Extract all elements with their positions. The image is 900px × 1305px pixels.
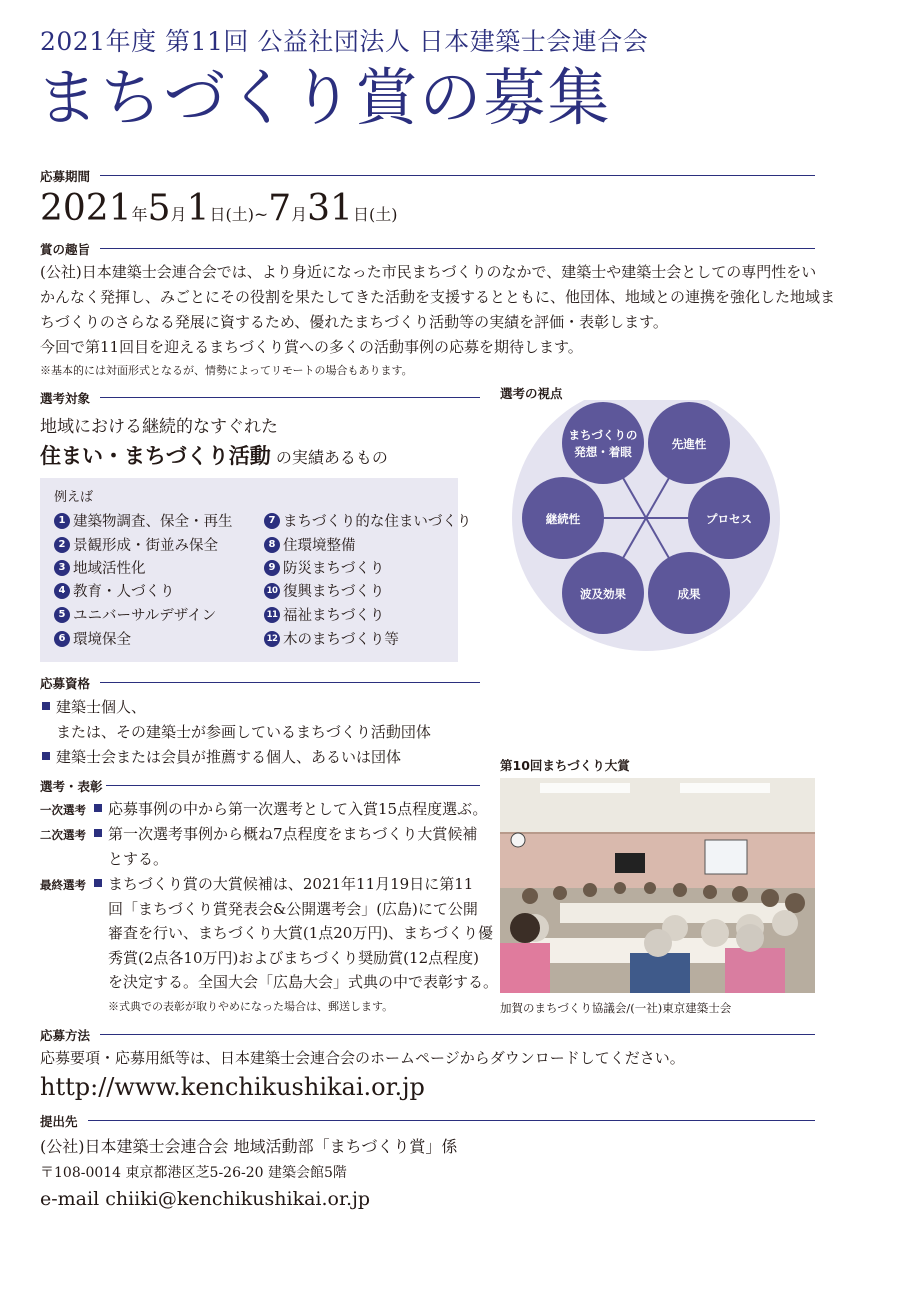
example-text: ユニバーサルデザイン [73, 608, 217, 624]
period-dow-2: (土) [368, 205, 398, 224]
stage-2-text [94, 822, 477, 871]
number-badge: 7 [264, 513, 280, 529]
period-gatsu-2: 月 [291, 205, 308, 224]
purpose-label: 賞の趣旨 [40, 242, 91, 257]
example-item [54, 534, 218, 555]
purpose-rule [100, 248, 815, 249]
eligibility-text: 建築士個人、 [56, 698, 147, 716]
viewpoints-label: 選考の視点 [500, 386, 563, 401]
square-bullet-icon [42, 752, 50, 760]
submit-organization: (公社)日本建築士会連合会 地域活動部「まちづくり賞」係 [40, 1137, 458, 1156]
example-item [54, 510, 233, 531]
selection-note: ※式典での表彰が取りやめになった場合は、郵送します。 [108, 1000, 394, 1013]
example-item [264, 628, 399, 649]
website-link[interactable]: http://www.kenchikushikai.or.jp [40, 1073, 425, 1101]
stage-line: 応募事例の中から第一次選考として入賞15点程度選ぶ。 [108, 800, 488, 818]
examples-title: 例えば [54, 490, 94, 505]
viewpoint-label: 波及効果 [580, 587, 626, 601]
stage-line: とする。 [108, 849, 169, 868]
period-year: 2021 [40, 188, 132, 229]
header-subtitle: 2021年度 第11回 公益社団法人 日本建築士会連合会 [40, 27, 649, 56]
square-bullet-icon [94, 829, 102, 837]
purpose-line: かんなく発揮し、みごとにその役割を果たしてきた活動を支援するとともに、他団体、地域との連携を強化した地域ま [40, 288, 836, 306]
example-text: 木のまちづくり等 [283, 632, 399, 648]
purpose-line: 今回で第11回目を迎えるまちづくり賞への多くの活動事例の応募を期待します。 [40, 338, 583, 356]
example-item [264, 557, 384, 578]
example-text: 防災まちづくり [283, 561, 385, 577]
period-rule [100, 175, 815, 176]
target-rule [100, 397, 480, 398]
eligibility-label: 応募資格 [40, 676, 91, 691]
example-item [54, 557, 146, 578]
eligibility-text: 建築士会または会員が推薦する個人、あるいは団体 [56, 748, 402, 766]
example-item [264, 510, 471, 531]
number-badge: 10 [264, 583, 280, 599]
stage-line: まちづくり賞の大賞候補は、2021年11月19日に第11 [108, 875, 474, 893]
stage-line-wrap [94, 822, 477, 847]
target-rest: の実績あるもの [275, 448, 388, 467]
submit-email[interactable]: e-mail chiiki@kenchikushikai.or.jp [40, 1188, 371, 1210]
square-bullet-icon [42, 702, 50, 710]
examples-box [40, 478, 472, 662]
example-item [264, 580, 384, 601]
example-text: 教育・人づくり [73, 584, 175, 600]
target-line-1: 地域における継続的なすぐれた [40, 417, 278, 437]
period-nichi-1: 日 [209, 205, 226, 224]
stage-line: 秀賞(2点各10万円)およびまちづくり奨励賞(12点程度) [108, 948, 479, 967]
number-badge: 9 [264, 560, 280, 576]
viewpoint-label: 成果 [677, 587, 701, 601]
stage-line: 第一次選考事例から概ね7点程度をまちづくり大賞候補 [108, 825, 478, 843]
period-nichi-2: 日 [352, 205, 369, 224]
example-item [54, 604, 216, 625]
eligibility-rule [100, 682, 480, 683]
example-text: 景観形成・街並み保全 [73, 538, 218, 554]
example-text: 建築物調査、保全・再生 [73, 514, 233, 530]
example-text: 環境保全 [73, 632, 131, 648]
application-period [40, 188, 397, 229]
selection-rule [106, 785, 480, 786]
square-bullet-icon [94, 804, 102, 812]
method-text: 応募要項・応募用紙等は、日本建築士会連合会のホームページからダウンロードしてください。 [40, 1049, 685, 1067]
method-rule [100, 1034, 815, 1035]
number-badge: 11 [264, 607, 280, 623]
period-label: 応募期間 [40, 169, 91, 184]
example-text: 福祉まちづくり [283, 608, 385, 624]
number-badge: 5 [54, 607, 70, 623]
stage-1-text [94, 797, 487, 822]
eligibility-item-2 [42, 746, 401, 767]
eligibility-item-1 [42, 696, 146, 717]
stage-3-text [94, 872, 498, 995]
purpose-line: (公社)日本建築士会連合会では、より身近になった市民まちづくりのなかで、建築士や建築士会としての専門性をい [40, 263, 817, 281]
stage-name: 二次選考 [40, 828, 86, 842]
period-start-month: 5 [147, 188, 171, 229]
example-text: 住環境整備 [283, 538, 356, 554]
example-item [54, 628, 131, 649]
number-badge: 2 [54, 537, 70, 553]
purpose-text [40, 260, 836, 360]
number-badge: 1 [54, 513, 70, 529]
number-badge: 4 [54, 583, 70, 599]
eligibility-item-1-cont: または、その建築士が参画しているまちづくり活動団体 [56, 723, 431, 741]
photo-label: 第10回まちづくり大賞 [500, 758, 630, 773]
number-badge: 6 [54, 631, 70, 647]
selection-label: 選考・表彰 [40, 779, 103, 794]
target-line-2 [40, 440, 388, 470]
page-title: まちづくり賞の募集 [36, 61, 612, 134]
example-item [264, 604, 384, 625]
submit-address: 〒108-0014 東京都港区芝5-26-20 建築会館5階 [40, 1165, 347, 1181]
example-text: 復興まちづくり [283, 584, 385, 600]
purpose-note: ※基本的には対面形式となるが、情勢によってリモートの場合もあります。 [40, 364, 413, 377]
purpose-line: ちづくりのさらなる発展に資するため、優れたまちづくり活動等の実績を評価・表彰します。 [40, 313, 668, 331]
period-start-day: 1 [186, 188, 210, 229]
period-gatsu-1: 月 [170, 205, 187, 224]
submit-label: 提出先 [40, 1114, 78, 1129]
stage-line: を決定する。全国大会「広島大会」式典の中で表彰する。 [108, 973, 499, 991]
meeting-photo-illustration [500, 778, 815, 993]
target-highlight: 住まい・まちづくり活動 [40, 443, 271, 468]
target-label: 選考対象 [40, 391, 91, 406]
period-tilde: ~ [253, 205, 269, 225]
period-dow-1: (土) [225, 205, 254, 224]
viewpoints-diagram [510, 400, 782, 658]
number-badge: 8 [264, 537, 280, 553]
stage-name: 一次選考 [40, 803, 86, 817]
example-text: まちづくり的な住まいづくり [283, 514, 472, 530]
viewpoint-label: 発想・着眼 [574, 445, 632, 459]
number-badge: 12 [264, 631, 280, 647]
period-end-month: 7 [268, 188, 292, 229]
viewpoint-node-concept [562, 402, 644, 484]
viewpoint-label: 継続性 [545, 512, 581, 526]
period-nen: 年 [131, 205, 148, 224]
number-badge: 3 [54, 560, 70, 576]
stage-line: 審査を行い、まちづくり大賞(1点20万円)、まちづくり優 [108, 924, 494, 942]
example-item [54, 580, 175, 601]
example-text: 地域活性化 [73, 561, 146, 577]
submit-rule [88, 1120, 815, 1121]
award-photo [500, 778, 815, 993]
viewpoint-label: 先進性 [671, 437, 707, 451]
example-item [264, 534, 356, 555]
method-label: 応募方法 [40, 1028, 91, 1043]
stage-name: 最終選考 [40, 878, 86, 892]
square-bullet-icon [94, 879, 102, 887]
viewpoint-label: プロセス [706, 512, 752, 526]
viewpoint-label: まちづくりの [568, 428, 638, 442]
stage-line: 回「まちづくり賞発表会&公開選考会」(広島)にて公開 [108, 899, 478, 918]
stage-line-wrap [94, 872, 498, 897]
photo-caption: 加賀のまちづくり協議会/(一社)東京建築士会 [500, 1001, 732, 1015]
period-end-day: 31 [307, 188, 353, 229]
